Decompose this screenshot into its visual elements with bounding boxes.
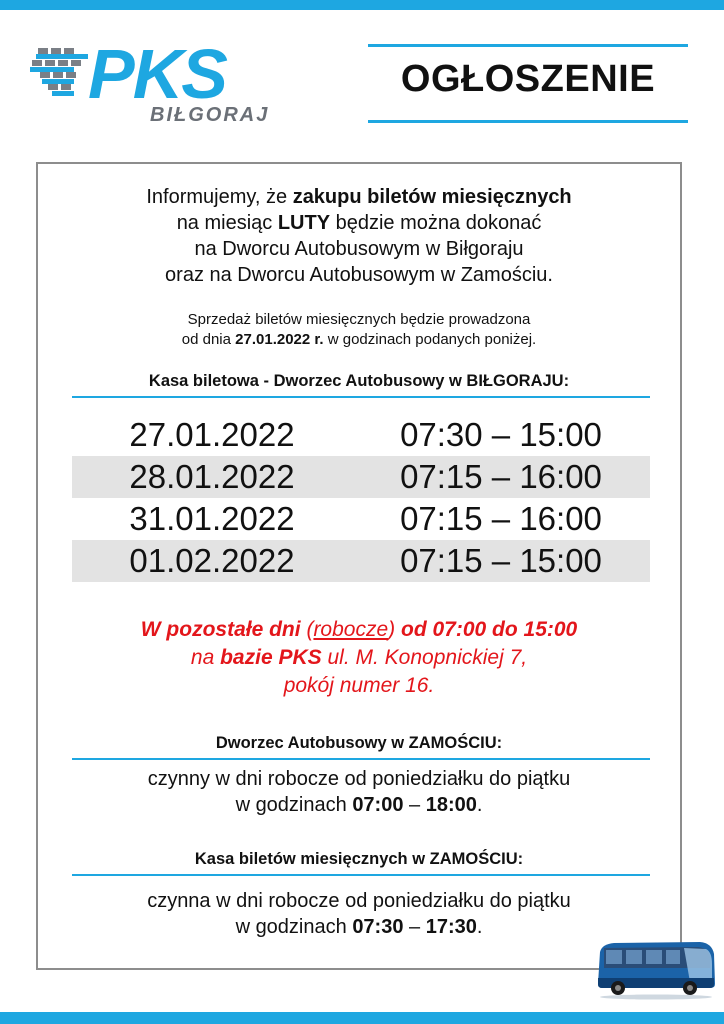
pks-logo: [30, 40, 330, 135]
header-rule-bottom: [368, 120, 688, 123]
schedule-hours: 07:15 – 16:00: [400, 458, 602, 495]
schedule-row: [72, 456, 650, 498]
zamosc-station-rule: [72, 758, 650, 760]
schedule-date: 28.01.2022: [129, 458, 295, 495]
zamosc-office-rule: [72, 874, 650, 876]
schedule-row: [72, 498, 650, 540]
zamosc-office-heading: Kasa biletów miesięcznych w ZAMOŚCIU:: [194, 850, 524, 868]
top-accent-band: [0, 0, 724, 10]
schedule-hours: 07:15 – 15:00: [400, 542, 602, 579]
schedule-row: [72, 414, 650, 456]
bilgoraj-heading: Kasa biletowa - Dworzec Autobusowy w BIŁGORAJU:: [148, 372, 570, 390]
schedule-date: 01.02.2022: [129, 542, 295, 579]
logo-city: BIŁGORAJ: [150, 104, 270, 126]
zamosc-station-heading: Dworzec Autobusowy w ZAMOŚCIU:: [215, 734, 503, 752]
schedule-date: 31.01.2022: [129, 500, 295, 537]
bus-icon: [594, 938, 718, 1000]
pks-logo-mark: [30, 40, 330, 110]
sales-note: Sprzedaż biletów miesięcznych będzie prowadzona od dnia 27.01.2022 r. w godzinach podanych poniżej.: [181, 311, 537, 348]
schedule-date: 27.01.2022: [129, 416, 295, 453]
header-rule-top: [368, 44, 688, 47]
schedule-hours: 07:15 – 16:00: [400, 500, 602, 537]
intro-paragraph: Informujemy, że zakupu biletów miesięcznych na miesiąc LUTY będzie można dokonać na Dworcu Autobusowym w Biłgoraju oraz na Dworcu Autobusowym w Zamościu.: [146, 186, 572, 286]
schedule-table: [72, 414, 650, 582]
other-days-notice: W pozostałe dni (robocze) od 07:00 do 15:00 na bazie PKS ul. M. Konopnickiej 7, pokój numer 16.: [140, 618, 578, 697]
announcement-title: OGŁOSZENIE: [400, 58, 656, 100]
zamosc-station-hours: czynny w dni robocze od poniedziałku do piątku w godzinach 07:00 – 18:00.: [147, 768, 571, 816]
schedule-hours: 07:30 – 15:00: [400, 416, 602, 453]
bilgoraj-heading-rule: [72, 396, 650, 398]
svg-text:PKS: PKS: [88, 40, 226, 110]
schedule-row: [72, 540, 650, 582]
zamosc-office-hours: czynna w dni robocze od poniedziałku do piątku w godzinach 07:30 – 17:30.: [147, 890, 571, 938]
bottom-accent-band: [0, 1012, 724, 1024]
